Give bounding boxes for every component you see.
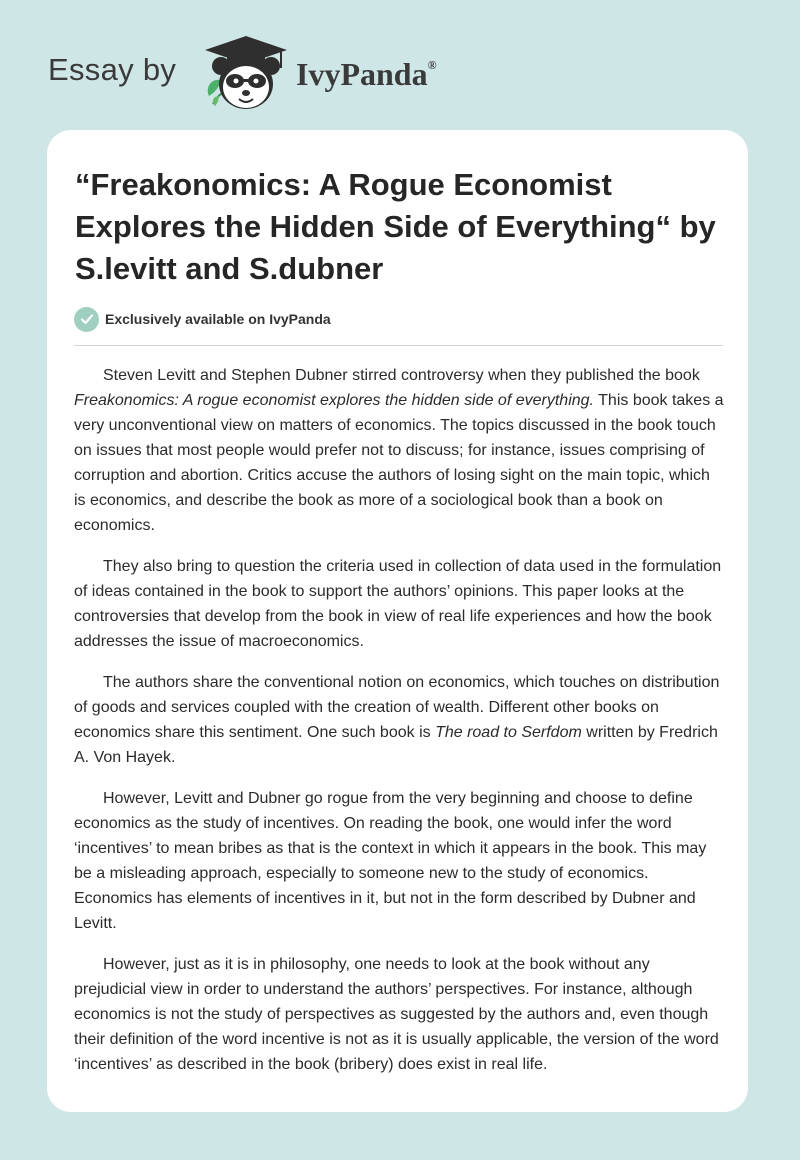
book-title-italic: The road to Serfdom (435, 724, 582, 741)
registered-mark: ® (427, 58, 437, 72)
book-title-italic: Freakonomics: A rogue economist explores the hidden side of everything. (74, 392, 594, 409)
paragraph-text: However, Levitt and Dubner go rogue from the very beginning and choose to define economics as the study of incentives. On reading the book, one would infer the word ‘incentives’ to mean bribes as that is the context in which it appears in the book. This may be a misleading approach, especially to someone new to the study of economics. Economics has elements of incentives in it, but not in the form described by Dubner and Levitt. (74, 790, 707, 932)
paragraph-text: However, just as it is in philosophy, one needs to look at the book without any prejudicial view in order to understand the authors’ perspectives. For instance, although economics is not the study of perspectives as suggested by the authors and, even though their definition of the word incentive is not as it is usually applicable, the version of the word ‘incentives’ as described in the book (bribery) does exist in real life. (74, 956, 719, 1073)
essay-by-label: Essay by (48, 52, 177, 87)
ivypanda-brand[interactable] (296, 56, 437, 93)
essay-body (74, 363, 724, 1093)
paragraph (74, 363, 724, 538)
paragraph-text: Steven Levitt and Stephen Dubner stirred controversy when they published the book (103, 367, 700, 384)
exclusive-label: Exclusively available on IvyPanda (105, 311, 331, 327)
paragraph-text: This book takes a very unconventional view on matters of economics. The topics discussed in the book touch on issues that most people would prefer not to discuss; for instance, issues comprising of corruption and abortion. Critics accuse the authors of losing sight on the main topic, which is economics, and describe the book as more of a sociological book than a book on economics. (74, 392, 724, 534)
paragraph-text: They also bring to question the criteria used in collection of data used in the formulation of ideas contained in the book to support the authors’ opinions. This paper looks at the controversies that develop from the book in view of real life experiences and how the book addresses the issue of macroeconomics. (74, 558, 722, 650)
exclusive-badge (74, 306, 331, 332)
checkmark-icon (74, 307, 99, 332)
paragraph (74, 670, 724, 770)
paragraph-text: written by Fredrich A. Von Hayek. (74, 724, 718, 766)
essay-card (47, 130, 748, 1112)
brand-name: IvyPanda (296, 56, 428, 92)
site-header (48, 30, 648, 110)
paragraph (74, 554, 724, 654)
essay-title: “Freakonomics: A Rogue Economist Explores the Hidden Side of Everything“ by S.levitt and S.dubner (75, 167, 716, 286)
divider (74, 345, 723, 346)
paragraph (74, 952, 724, 1077)
ivypanda-logo-icon[interactable] (203, 34, 289, 112)
paragraph (74, 786, 724, 936)
paragraph-text: The authors share the conventional notion on economics, which touches on distribution of goods and services coupled with the creation of wealth. Different other books on economics share this sentiment. One such book is (74, 674, 720, 741)
